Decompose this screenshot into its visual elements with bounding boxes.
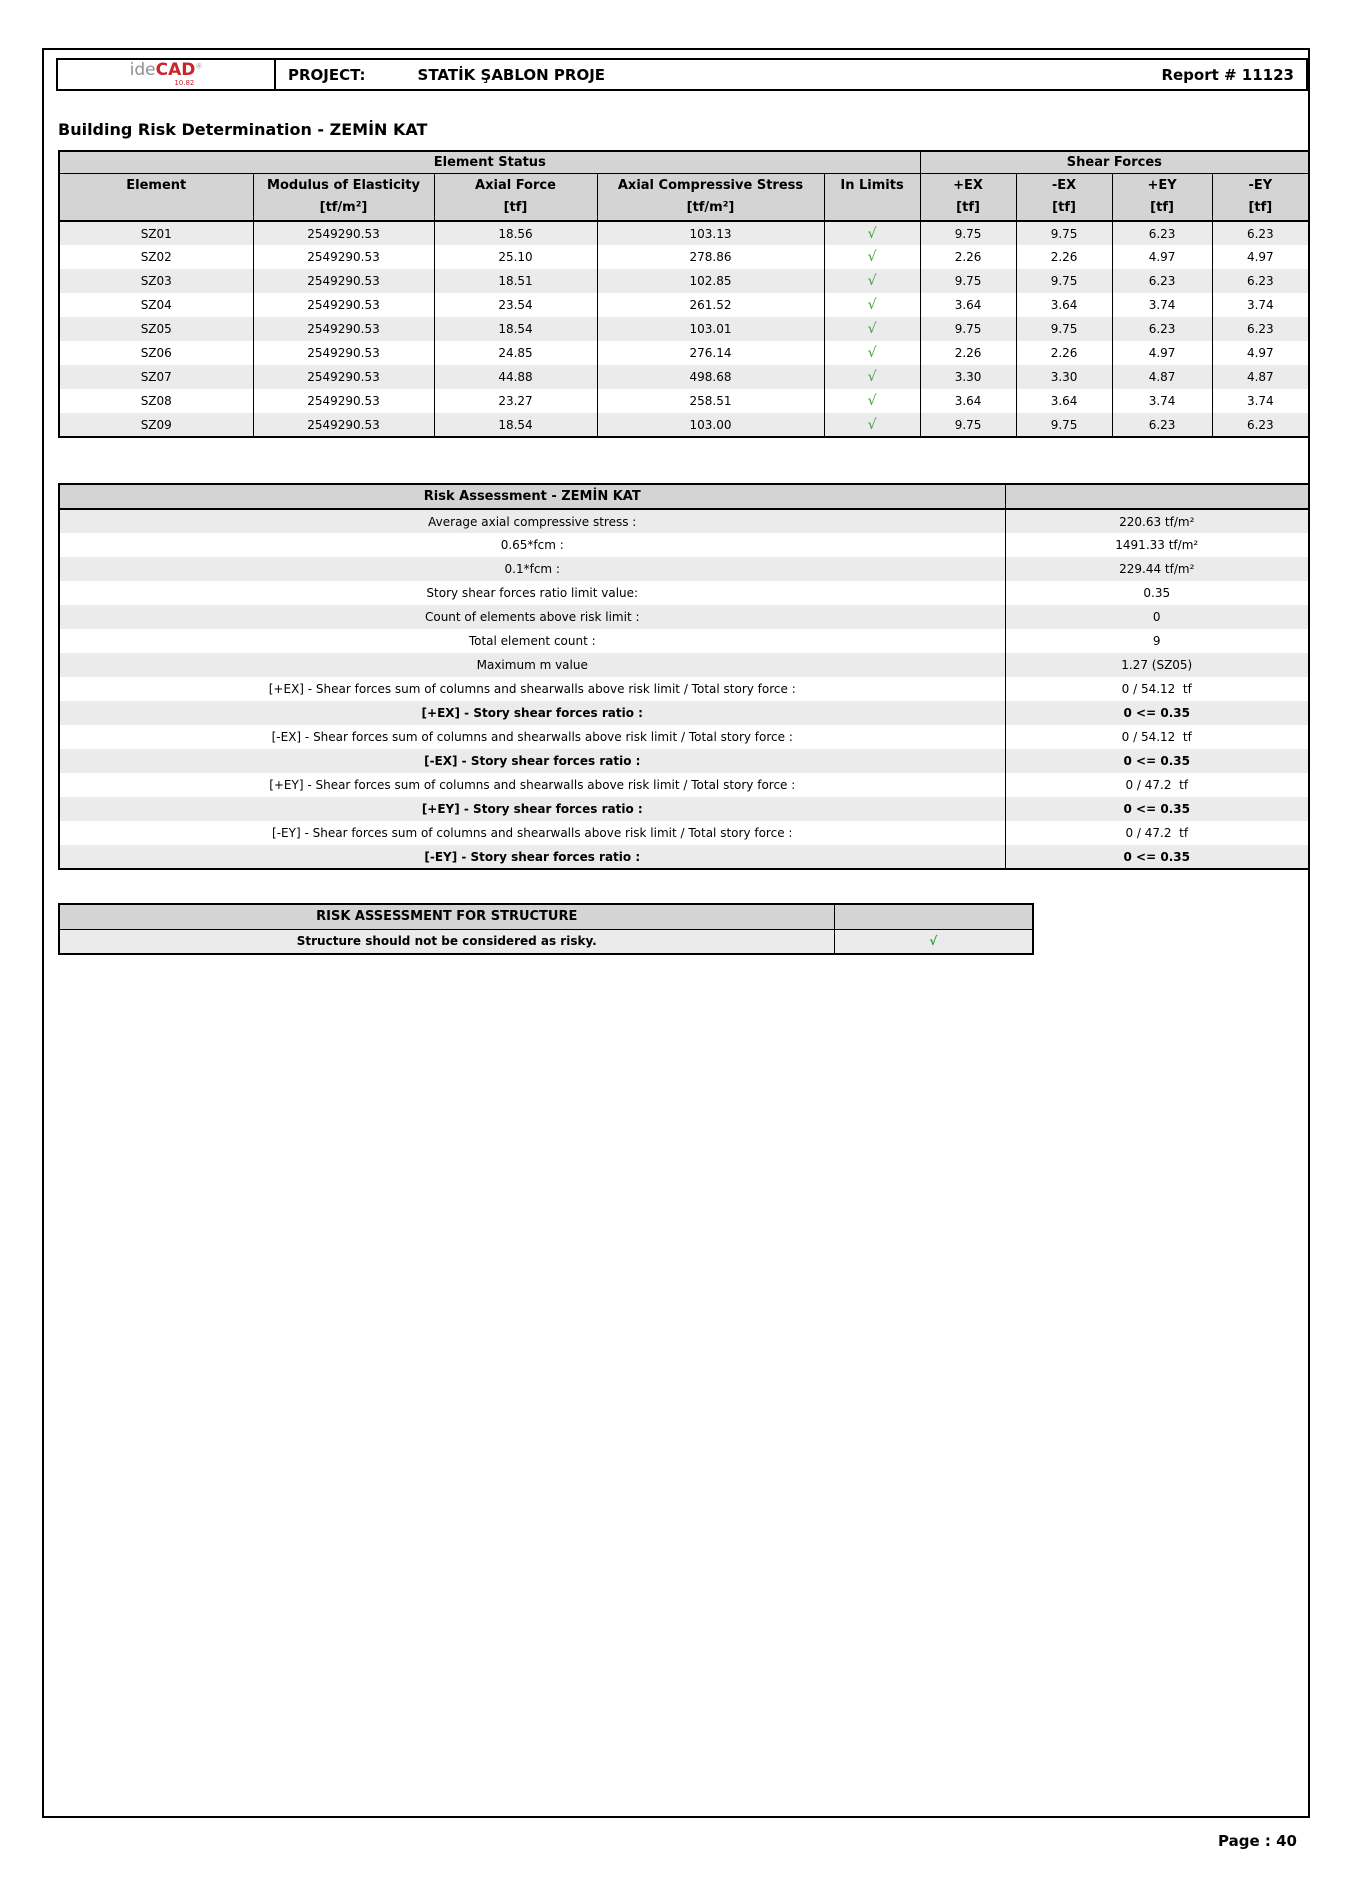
element-cell: 2549290.53	[253, 293, 434, 317]
element-cell: 2549290.53	[253, 269, 434, 293]
risk-value: 0 <= 0.35	[1005, 749, 1309, 773]
risk-row	[59, 773, 1309, 797]
page-border	[42, 48, 1310, 1818]
risk-label: Count of elements above risk limit :	[59, 605, 1005, 629]
structure-check-icon: √	[834, 929, 1033, 954]
element-cell: 6.23	[1212, 317, 1309, 341]
risk-row	[59, 581, 1309, 605]
element-cell: 6.23	[1212, 269, 1309, 293]
risk-value: 0 <= 0.35	[1005, 701, 1309, 725]
page-title: Building Risk Determination - ZEMİN KAT	[58, 120, 428, 139]
element-cell: 3.74	[1212, 389, 1309, 413]
in-limits-check-icon: √	[824, 317, 920, 341]
logo-version: 10.82	[174, 79, 195, 87]
shear-forces-group-header: Shear Forces	[920, 151, 1309, 173]
element-cell: 4.97	[1112, 245, 1212, 269]
element-cell: 3.64	[1016, 293, 1112, 317]
risk-value: 220.63 tf/m²	[1005, 509, 1309, 533]
element-cell: 6.23	[1112, 221, 1212, 245]
column-header-row	[59, 173, 1309, 221]
report-number: Report # 11123	[1161, 65, 1294, 84]
structure-risk-table	[58, 903, 1034, 955]
element-cell: SZ05	[59, 317, 253, 341]
in-limits-check-icon: √	[824, 245, 920, 269]
risk-value: 0 / 54.12 tf	[1121, 682, 1192, 696]
registered-icon: ®	[195, 62, 203, 71]
element-row	[59, 341, 1309, 365]
risk-value: 0 / 47.2 tf	[1125, 778, 1189, 792]
risk-label: [+EX] - Shear forces sum of columns and shearwalls above risk limit / Total story force :	[59, 677, 1005, 701]
element-cell: 3.64	[920, 389, 1016, 413]
risk-value: 229.44 tf/m²	[1005, 557, 1309, 581]
element-cell: 6.23	[1112, 269, 1212, 293]
element-cell: 44.88	[434, 365, 597, 389]
risk-label: 0.65*fcm :	[59, 533, 1005, 557]
col-in-limits: In Limits	[824, 173, 920, 221]
logo-text	[130, 62, 203, 79]
risk-assessment-title: Risk Assessment - ZEMİN KAT	[59, 484, 1005, 509]
risk-row	[59, 629, 1309, 653]
risk-value: 9	[1152, 634, 1161, 648]
project-name: STATİK ŞABLON PROJE	[417, 65, 606, 84]
risk-assessment-header-row	[59, 484, 1309, 509]
element-cell: 2.26	[1016, 341, 1112, 365]
element-cell: 25.10	[434, 245, 597, 269]
element-row	[59, 413, 1309, 437]
element-cell: 3.64	[920, 293, 1016, 317]
element-status-body	[59, 221, 1309, 437]
risk-row	[59, 725, 1309, 749]
element-row	[59, 293, 1309, 317]
risk-assessment-value-header	[1005, 484, 1309, 509]
element-cell: 2549290.53	[253, 317, 434, 341]
element-cell: SZ03	[59, 269, 253, 293]
element-cell: 6.23	[1112, 413, 1212, 437]
structure-risk-header-row	[59, 904, 1033, 929]
element-cell: 3.30	[1016, 365, 1112, 389]
element-cell: 9.75	[920, 221, 1016, 245]
element-row	[59, 221, 1309, 245]
element-row	[59, 269, 1309, 293]
element-cell: 2549290.53	[253, 341, 434, 365]
structure-risk-title: RISK ASSESSMENT FOR STRUCTURE	[59, 904, 834, 929]
risk-row	[59, 557, 1309, 581]
in-limits-check-icon: √	[824, 269, 920, 293]
in-limits-check-icon: √	[824, 365, 920, 389]
col-axial-force: Axial Force [tf]	[434, 173, 597, 221]
col-ex-plus: +EX [tf]	[920, 173, 1016, 221]
col-ey-minus: -EY [tf]	[1212, 173, 1309, 221]
risk-row	[59, 749, 1309, 773]
risk-value: 0.35	[1143, 586, 1171, 600]
risk-value: 0	[1005, 605, 1309, 629]
risk-value: 1491.33 tf/m²	[1115, 538, 1199, 552]
risk-label: [-EY] - Story shear forces ratio :	[59, 845, 1005, 869]
element-cell: 9.75	[920, 317, 1016, 341]
element-row	[59, 365, 1309, 389]
element-cell: 276.14	[597, 341, 824, 365]
element-cell: SZ04	[59, 293, 253, 317]
risk-label: [+EY] - Story shear forces ratio :	[59, 797, 1005, 821]
element-cell: 2549290.53	[253, 365, 434, 389]
report-header	[56, 58, 1308, 91]
element-cell: 103.00	[597, 413, 824, 437]
element-row	[59, 317, 1309, 341]
in-limits-check-icon: √	[824, 341, 920, 365]
element-cell: 2549290.53	[253, 413, 434, 437]
project-cell	[276, 60, 966, 89]
risk-value: 0 <= 0.35	[1005, 797, 1309, 821]
element-cell: 18.51	[434, 269, 597, 293]
element-cell: 2.26	[920, 341, 1016, 365]
risk-row	[59, 701, 1309, 725]
risk-value: 1.27 (SZ05)	[1005, 653, 1309, 677]
risk-label: [+EY] - Shear forces sum of columns and shearwalls above risk limit / Total story force :	[59, 773, 1005, 797]
element-cell: 9.75	[920, 413, 1016, 437]
risk-label: Total element count :	[59, 629, 1005, 653]
element-cell: 2.26	[1016, 245, 1112, 269]
risk-row	[59, 797, 1309, 821]
element-row	[59, 245, 1309, 269]
structure-verdict-text: Structure should not be considered as risky.	[59, 929, 834, 954]
element-cell: SZ01	[59, 221, 253, 245]
element-cell: 9.75	[1016, 221, 1112, 245]
risk-row	[59, 821, 1309, 845]
element-cell: 2549290.53	[253, 245, 434, 269]
col-ex-minus: -EX [tf]	[1016, 173, 1112, 221]
risk-row	[59, 533, 1309, 557]
in-limits-check-icon: √	[824, 413, 920, 437]
risk-value: 0 / 54.12 tf	[1121, 730, 1192, 744]
element-cell: 103.13	[597, 221, 824, 245]
risk-label: 0.1*fcm :	[59, 557, 1005, 581]
risk-row	[59, 845, 1309, 869]
element-cell: 4.97	[1112, 341, 1212, 365]
page-number: Page : 40	[1218, 1832, 1297, 1850]
element-cell: 102.85	[597, 269, 824, 293]
element-cell: 9.75	[1016, 317, 1112, 341]
element-cell: 2549290.53	[253, 221, 434, 245]
col-element: Element	[59, 173, 253, 221]
element-cell: 9.75	[920, 269, 1016, 293]
risk-label: Average axial compressive stress :	[59, 509, 1005, 533]
element-cell: 4.87	[1112, 365, 1212, 389]
element-cell: SZ02	[59, 245, 253, 269]
element-cell: SZ06	[59, 341, 253, 365]
risk-label: [+EX] - Story shear forces ratio :	[59, 701, 1005, 725]
element-cell: 2.26	[920, 245, 1016, 269]
element-cell: 9.75	[1016, 269, 1112, 293]
element-cell: 18.56	[434, 221, 597, 245]
risk-assessment-body	[59, 509, 1309, 869]
project-label: PROJECT:	[288, 65, 366, 84]
structure-verdict-row	[59, 929, 1033, 954]
col-modulus: Modulus of Elasticity [tf/m²]	[253, 173, 434, 221]
risk-row	[59, 677, 1309, 701]
element-cell: 2549290.53	[253, 389, 434, 413]
risk-label: [-EX] - Shear forces sum of columns and shearwalls above risk limit / Total story force :	[59, 725, 1005, 749]
element-cell: 4.97	[1212, 245, 1309, 269]
risk-value: 0 <= 0.35	[1005, 845, 1309, 869]
element-status-group-header: Element Status	[59, 151, 920, 173]
in-limits-check-icon: √	[824, 221, 920, 245]
element-cell: 4.87	[1212, 365, 1309, 389]
element-cell: SZ09	[59, 413, 253, 437]
logo-cell	[58, 60, 276, 89]
element-cell: 3.74	[1112, 293, 1212, 317]
element-cell: SZ08	[59, 389, 253, 413]
element-cell: 3.30	[920, 365, 1016, 389]
element-cell: 6.23	[1212, 413, 1309, 437]
element-cell: 3.74	[1112, 389, 1212, 413]
logo-prefix: ide	[129, 60, 156, 80]
in-limits-check-icon: √	[824, 389, 920, 413]
risk-row	[59, 653, 1309, 677]
col-axial-stress: Axial Compressive Stress [tf/m²]	[597, 173, 824, 221]
risk-assessment-table	[58, 483, 1310, 870]
element-cell: 9.75	[1016, 413, 1112, 437]
element-cell: 24.85	[434, 341, 597, 365]
risk-row	[59, 509, 1309, 533]
element-cell: 498.68	[597, 365, 824, 389]
idecad-logo	[130, 62, 203, 87]
element-cell: 103.01	[597, 317, 824, 341]
element-cell: 23.27	[434, 389, 597, 413]
element-cell: 261.52	[597, 293, 824, 317]
risk-label: Maximum m value	[59, 653, 1005, 677]
element-cell: 278.86	[597, 245, 824, 269]
element-status-table	[58, 150, 1310, 438]
element-row	[59, 389, 1309, 413]
in-limits-check-icon: √	[824, 293, 920, 317]
logo-brand: CAD	[155, 60, 196, 80]
group-header-row	[59, 151, 1309, 173]
element-cell: 3.74	[1212, 293, 1309, 317]
risk-label: Story shear forces ratio limit value:	[59, 581, 1005, 605]
col-ey-plus: +EY [tf]	[1112, 173, 1212, 221]
risk-value: 0 / 47.2 tf	[1125, 826, 1189, 840]
element-cell: 6.23	[1212, 221, 1309, 245]
element-cell: 3.64	[1016, 389, 1112, 413]
risk-label: [-EX] - Story shear forces ratio :	[59, 749, 1005, 773]
element-cell: 23.54	[434, 293, 597, 317]
element-cell: SZ07	[59, 365, 253, 389]
risk-label: [-EY] - Shear forces sum of columns and shearwalls above risk limit / Total story force :	[59, 821, 1005, 845]
element-cell: 4.97	[1212, 341, 1309, 365]
structure-risk-value-header	[834, 904, 1033, 929]
element-cell: 6.23	[1112, 317, 1212, 341]
element-cell: 18.54	[434, 413, 597, 437]
element-cell: 258.51	[597, 389, 824, 413]
risk-row	[59, 605, 1309, 629]
element-cell: 18.54	[434, 317, 597, 341]
